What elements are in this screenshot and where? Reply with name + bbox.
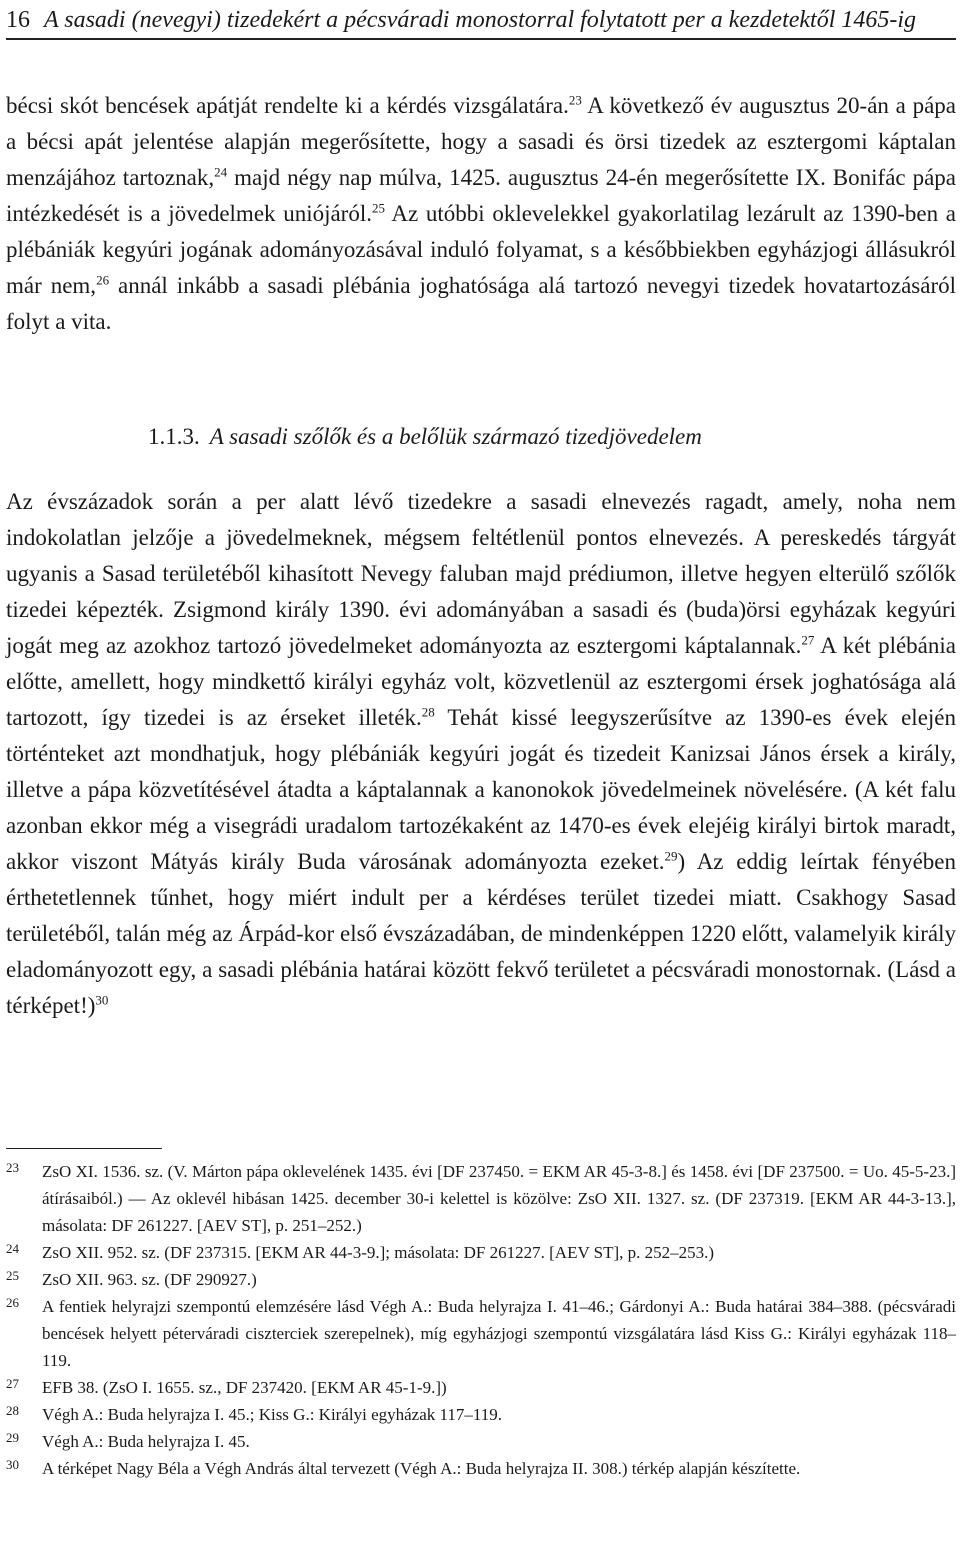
footnote bbox=[6, 1374, 956, 1401]
section-title: A sasadi szőlők és a belőlük származó tizedjövedelem bbox=[209, 424, 702, 449]
paragraph-text: bécsi skót bencések apátját rendelte ki a kérdés vizsgálatára. bbox=[6, 93, 569, 118]
footnote-number: 29 bbox=[6, 1430, 19, 1445]
paragraph-text: ) Az eddig leírtak fényében érthetetlennek tűnhet, hogy miért indult per a kérdéses terület tizedei miatt. Csakhogy Sasad területéből, talán még az Árpád-kor első évszázadában, de mindenképpen 1220 előtt, valamelyik király eladományozott egy, a sasadi plébánia határai között fekvő területet a pécsváradi monostornak. (Lásd a térképet!) bbox=[6, 849, 956, 1018]
footnote bbox=[6, 1266, 956, 1293]
footnote-ref[interactable]: 29 bbox=[664, 848, 678, 864]
footnote-text: Végh A.: Buda helyrajza I. 45. bbox=[42, 1432, 250, 1451]
paragraph-2 bbox=[6, 484, 956, 1024]
paragraph-text: majd négy nap múlva, 1425. augusztus 24-én megerősítette IX. Bonifác pápa intézkedését is a jövedelmek uniójáról. bbox=[6, 165, 957, 226]
footnote-number: 24 bbox=[6, 1241, 19, 1256]
footnote-text: Végh A.: Buda helyrajza I. 45.; Kiss G.: Királyi egyházak 117–119. bbox=[42, 1405, 502, 1424]
footnote bbox=[6, 1239, 956, 1266]
footnote-text: EFB 38. (ZsO I. 1655. sz., DF 237420. [EKM AR 45-1-9.]) bbox=[42, 1378, 447, 1397]
footnote-text: ZsO XII. 952. sz. (DF 237315. [EKM AR 44-3-9.]; másolata: DF 261227. [AEV ST], p. 252–253.) bbox=[42, 1243, 715, 1262]
footnote-number: 28 bbox=[6, 1403, 19, 1418]
footnote-text: ZsO XII. 963. sz. (DF 290927.) bbox=[42, 1270, 257, 1289]
footnote-number: 26 bbox=[6, 1295, 19, 1310]
footnote-ref[interactable]: 26 bbox=[96, 272, 110, 288]
section-number: 1.1.3. bbox=[148, 424, 200, 449]
footnote-ref[interactable]: 23 bbox=[568, 92, 582, 108]
footnote-ref[interactable]: 28 bbox=[421, 704, 435, 720]
footnote-ref[interactable]: 30 bbox=[95, 992, 109, 1008]
paragraph-text: A két plébánia előtte, amellett, hogy mindkettő királyi egyház volt, közvetlenül az esztergomi érsek joghatósága alá tartozott, így tizedei is az érseket illeték. bbox=[6, 633, 956, 730]
paragraph-text: Az évszázadok során a per alatt lévő tizedekre a sasadi elnevezés ragadt, amely, noha nem indokolatlan jelzője a jövedelmeknek, mégsem feltétlenül pontos elnevezés. A pereskedés tárgyát ugyanis a Sasad területéből kihasított Nevegy faluban majd prédiumon, illetve hegyen elterülő szőlők tizedei képezték. Zsigmond király 1390. évi adományában a sasadi és (buda)örsi egyházak kegyúri jogát meg az azokhoz tartozó jövedelmeket adományozta az esztergomi káptalannak. bbox=[6, 489, 956, 658]
page-number: 16 bbox=[6, 7, 30, 33]
footnote bbox=[6, 1401, 956, 1428]
paragraph-1 bbox=[6, 88, 956, 340]
footnote-number: 30 bbox=[6, 1457, 19, 1472]
footnote-number: 23 bbox=[6, 1160, 19, 1175]
footnote-ref[interactable]: 27 bbox=[801, 632, 815, 648]
paragraph-text: A következő év augusztus 20-án a pápa a bécsi apát jelentése alapján megerősítette, hogy a sasadi és örsi tizedek az esztergomi káptalan menzájához tartoznak, bbox=[6, 93, 956, 190]
section-heading bbox=[148, 419, 948, 455]
footnote-ref[interactable]: 25 bbox=[371, 200, 385, 216]
footnote-number: 25 bbox=[6, 1268, 19, 1283]
footnote-text: A térképet Nagy Béla a Végh András által tervezett (Végh A.: Buda helyrajza II. 308.) térkép alapján készítette. bbox=[42, 1459, 801, 1478]
footnote bbox=[6, 1293, 956, 1374]
footnote-ref[interactable]: 24 bbox=[214, 164, 228, 180]
footnote bbox=[6, 1428, 956, 1455]
footnote bbox=[6, 1158, 956, 1239]
footnote-number: 27 bbox=[6, 1376, 19, 1391]
footnotes bbox=[6, 1158, 956, 1482]
footnote bbox=[6, 1455, 956, 1482]
footnote-text: A fentiek helyrajzi szempontú elemzésére lásd Végh A.: Buda helyrajza I. 41–46.; Gárdonyi A.: Buda határai 384–388. (pécsváradi bencések helyett péterváradi ciszterciek szerepelnek), míg egyházjogi szempontú vizsgálatára lásd Kiss G.: Királyi egyházak 118–119. bbox=[42, 1297, 956, 1370]
running-title: A sasadi (nevegyi) tizedekért a pécsváradi monostorral folytatott per a kezdetektől 1465-ig bbox=[44, 7, 917, 33]
paragraph-text: Tehát kissé leegyszerűsítve az 1390-es évek elején történteket azt mondhatjuk, hogy plébániák kegyúri jogát és tizedeit Kanizsai János érsek a király, illetve a pápa közvetítésével átadta a káptalannak a kanonokok jövedelmeinek növelésére. (A két falu azonban ekkor még a visegrádi uradalom tartozékaként az 1470-es évek elejéig királyi birtok maradt, akkor viszont Mátyás király Buda városának adományozta ezeket. bbox=[6, 705, 956, 874]
paragraph-text: Az utóbbi oklevelekkel gyakorlatilag lezárult az 1390-ben a plébániák kegyúri jogának adományozásával induló folyamat, s a későbbiekben egyházjogi állásukról már nem, bbox=[6, 201, 956, 298]
footnote-text: ZsO XI. 1536. sz. (V. Márton pápa oklevelének 1435. évi [DF 237450. = EKM AR 45-3-8.] és 1458. évi [DF 237500. = Uo. 45-5-23.] átírásaiból.) — Az oklevél hibásan 1425. december 30-i kelettel is közölve: ZsO XII. 1327. sz. (DF 237319. [EKM AR 44-3-13.], másolata: DF 261227. [AEV ST], p. 251–252.) bbox=[42, 1162, 956, 1235]
running-header bbox=[6, 2, 956, 40]
paragraph-text: annál inkább a sasadi plébánia joghatósága alá tartozó nevegyi tizedek hovatartozásáról folyt a vita. bbox=[6, 273, 956, 334]
footnote-separator bbox=[6, 1148, 162, 1149]
